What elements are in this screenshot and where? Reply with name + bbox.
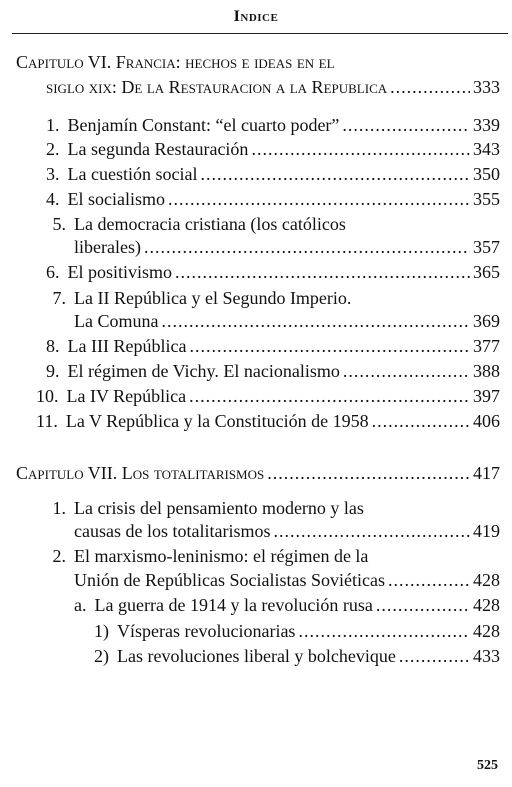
toc-page-number: 350	[473, 164, 500, 184]
leader-dots	[376, 595, 470, 616]
page-header-title: Indice	[233, 8, 279, 25]
toc-page-number: 357	[473, 237, 500, 257]
toc-subentry: a. La guerra de 1914 y la revolución rusa ..... 428	[74, 595, 500, 619]
toc-entry-continuation: liberales) ..... 357	[74, 237, 500, 261]
toc-page-number: 419	[473, 521, 500, 541]
toc-entry: 5. La democracia cristiana (los católicos	[52, 214, 346, 234]
leader-dots	[267, 463, 470, 484]
toc-page-number: 428	[473, 570, 500, 590]
leader-dots	[343, 361, 470, 382]
toc-subsubentry: 1) Vísperas revolucionarias ..... 428	[94, 621, 500, 645]
toc-entry: 2. La segunda Restauración ..... 343	[46, 139, 500, 163]
chapter-7-heading: Capitulo VII. Los totalitarismos ..... 417	[16, 463, 500, 487]
page-number: 525	[477, 758, 498, 773]
toc-page-number: 428	[473, 595, 500, 615]
leader-dots	[200, 164, 470, 185]
leader-dots	[161, 311, 470, 332]
chapter-6-heading-line-2: siglo xix: De la Restauracion a la Republica ..... 333	[46, 77, 500, 101]
toc-entry: 7. La II República y el Segundo Imperio.	[52, 288, 352, 308]
toc-entry: 6. El positivismo ..... 365	[46, 262, 500, 286]
toc-page-number: 417	[473, 463, 500, 483]
toc-page-number: 333	[473, 77, 500, 97]
toc-page-number: 406	[473, 411, 500, 431]
toc-entry: 11. La V República y la Constitución de 1958 ..... 406	[36, 411, 500, 435]
leader-dots	[388, 570, 470, 591]
toc-entry: 1. Benjamín Constant: “el cuarto poder” ..... 339	[46, 115, 500, 139]
toc-entry: 3. La cuestión social ..... 350	[46, 164, 500, 188]
toc-entry: 1. La crisis del pensamiento moderno y las	[52, 498, 364, 518]
toc-page-number: 388	[473, 361, 500, 381]
toc-page-number: 343	[473, 139, 500, 159]
leader-dots	[399, 646, 470, 667]
toc-entry: 10. La IV República ..... 397	[36, 386, 500, 410]
toc-subsubentry: 2) Las revoluciones liberal y bolchevique ..... 433	[94, 646, 500, 670]
leader-dots	[189, 386, 470, 407]
leader-dots	[390, 77, 470, 98]
leader-dots	[168, 189, 470, 210]
toc-page-number: 433	[473, 646, 500, 666]
toc-page-number: 397	[473, 386, 500, 406]
leader-dots	[298, 621, 470, 642]
toc-entry: 4. El socialismo ..... 355	[46, 189, 500, 213]
toc-entry-continuation: Unión de Repúblicas Socialistas Soviéticas ..... 428	[74, 570, 500, 594]
toc-page-number: 369	[473, 311, 500, 331]
leader-dots	[372, 411, 470, 432]
toc-page-number: 339	[473, 115, 500, 135]
toc-entry-continuation: causas de los totalitarismos ..... 419	[74, 521, 500, 545]
leader-dots	[273, 521, 470, 542]
toc-entry-continuation: La Comuna ..... 369	[74, 311, 500, 335]
leader-dots	[342, 115, 470, 136]
header-rule	[12, 33, 508, 34]
leader-dots	[251, 139, 470, 160]
toc-page-number: 377	[473, 336, 500, 356]
toc-entry: 2. El marxismo-leninismo: el régimen de la	[52, 546, 369, 566]
chapter-6-heading-line-1: Capitulo VI. Francia: hechos e ideas en el	[16, 52, 335, 72]
leader-dots	[144, 237, 470, 258]
toc-entry: 8. La III República ..... 377	[46, 336, 500, 360]
leader-dots	[175, 262, 470, 283]
leader-dots	[189, 336, 470, 357]
toc-entry: 9. El régimen de Vichy. El nacionalismo ..... 388	[46, 361, 500, 385]
toc-page-number: 355	[473, 189, 500, 209]
toc-page-number: 428	[473, 621, 500, 641]
toc-page-number: 365	[473, 262, 500, 282]
